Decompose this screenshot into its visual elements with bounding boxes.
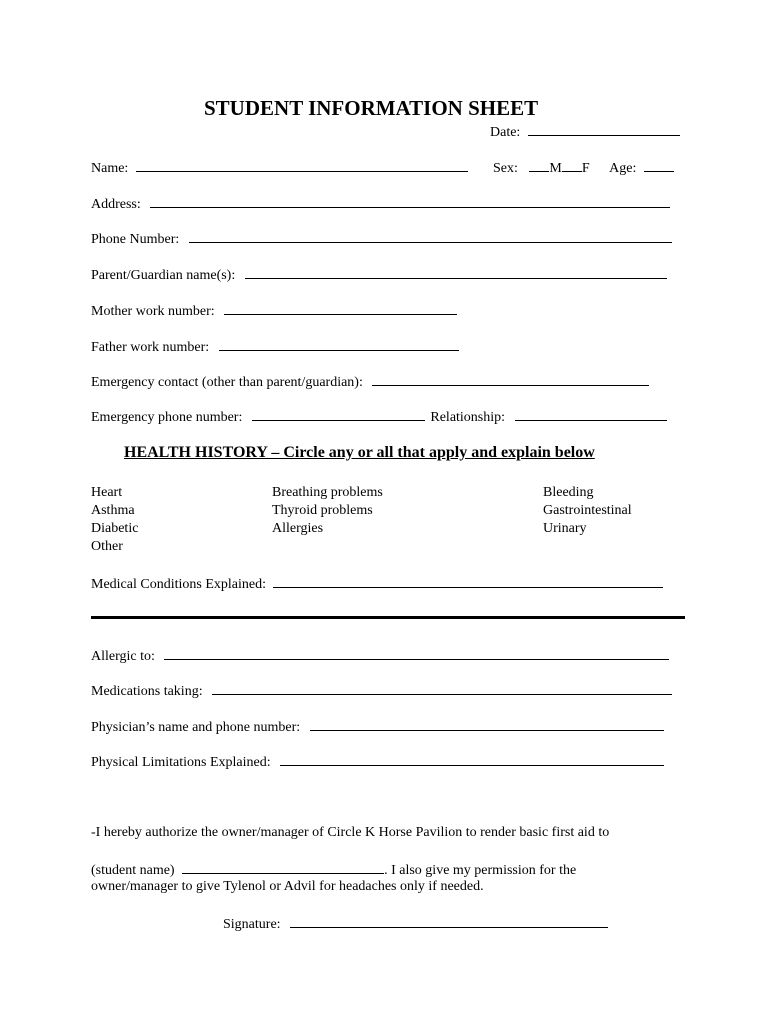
name-field[interactable] <box>136 158 468 172</box>
sex-m-field[interactable] <box>529 158 549 172</box>
parent-row <box>91 265 667 285</box>
phone-label: Phone Number: <box>91 232 180 247</box>
authorization-line-3: owner/manager to give Tylenol or Advil for headaches only if needed. <box>91 879 484 894</box>
health-column-1 <box>91 484 138 556</box>
condition-item[interactable]: Bleeding <box>543 485 594 500</box>
physician-field[interactable] <box>310 717 664 731</box>
age-label: Age: <box>609 161 637 176</box>
mother-label: Mother work number: <box>91 304 215 319</box>
sex-m-label: M <box>549 161 562 176</box>
emergency-contact-label: Emergency contact (other than parent/guardian): <box>91 375 363 390</box>
father-field[interactable] <box>219 337 459 351</box>
sex-f-label: F <box>581 161 590 176</box>
address-row <box>91 194 670 214</box>
condition-item[interactable]: Breathing problems <box>272 485 383 500</box>
limitations-label: Physical Limitations Explained: <box>91 755 271 770</box>
sex-f-field[interactable] <box>562 158 582 172</box>
emergency-contact-field[interactable] <box>372 372 649 386</box>
section-divider <box>91 616 685 619</box>
parent-label: Parent/Guardian name(s): <box>91 268 236 283</box>
condition-item[interactable]: Urinary <box>543 521 587 536</box>
health-column-3 <box>543 484 632 538</box>
health-column-2 <box>272 484 383 538</box>
date-field[interactable] <box>528 122 680 136</box>
date-label: Date: <box>490 125 521 140</box>
condition-item[interactable]: Allergies <box>272 521 324 536</box>
name-label: Name: <box>91 161 129 176</box>
age-field[interactable] <box>644 158 674 172</box>
mother-row <box>91 301 457 321</box>
name-row <box>91 158 468 178</box>
condition-item[interactable]: Heart <box>91 485 123 500</box>
medications-row <box>91 681 672 701</box>
signature-field[interactable] <box>290 914 608 928</box>
health-history-heading: HEALTH HISTORY – Circle any or all that apply and explain below <box>124 444 595 461</box>
signature-row <box>223 914 608 934</box>
emergency-phone-label: Emergency phone number: <box>91 410 243 425</box>
authorization-permission-text: . I also give my permission for the <box>384 863 577 878</box>
mother-field[interactable] <box>224 301 457 315</box>
emergency-phone-row <box>91 407 667 427</box>
authorization-line-2 <box>91 860 576 880</box>
signature-label: Signature: <box>223 917 281 932</box>
father-row <box>91 337 459 357</box>
parent-field[interactable] <box>245 265 667 279</box>
limitations-row <box>91 752 664 772</box>
medications-label: Medications taking: <box>91 684 203 699</box>
conditions-explained-row <box>91 574 663 594</box>
condition-item[interactable]: Asthma <box>91 503 135 518</box>
physician-row <box>91 717 664 737</box>
physician-label: Physician’s name and phone number: <box>91 720 301 735</box>
allergic-label: Allergic to: <box>91 649 155 664</box>
address-field[interactable] <box>150 194 670 208</box>
relationship-label: Relationship: <box>430 410 506 425</box>
emergency-phone-field[interactable] <box>252 407 425 421</box>
sex-age-row <box>493 158 674 178</box>
father-label: Father work number: <box>91 340 210 355</box>
conditions-explained-field[interactable] <box>273 574 663 588</box>
student-name-label: (student name) <box>91 863 175 878</box>
limitations-field[interactable] <box>280 752 664 766</box>
page-title: STUDENT INFORMATION SHEET <box>204 96 539 120</box>
phone-row <box>91 229 672 249</box>
emergency-contact-row <box>91 372 649 392</box>
medications-field[interactable] <box>212 681 672 695</box>
condition-item[interactable]: Thyroid problems <box>272 503 373 518</box>
relationship-field[interactable] <box>515 407 667 421</box>
allergic-field[interactable] <box>164 646 669 660</box>
condition-item[interactable]: Gastrointestinal <box>543 503 632 518</box>
sex-label: Sex: <box>493 161 518 176</box>
condition-item[interactable]: Other <box>91 539 123 554</box>
authorization-line-1: -I hereby authorize the owner/manager of Circle K Horse Pavilion to render basic first aid to <box>91 825 610 840</box>
condition-item[interactable]: Diabetic <box>91 521 139 536</box>
date-row <box>490 122 680 142</box>
address-label: Address: <box>91 197 141 212</box>
conditions-explained-label: Medical Conditions Explained: <box>91 577 266 592</box>
phone-field[interactable] <box>189 229 672 243</box>
allergic-row <box>91 646 669 666</box>
student-name-field[interactable] <box>182 860 384 874</box>
